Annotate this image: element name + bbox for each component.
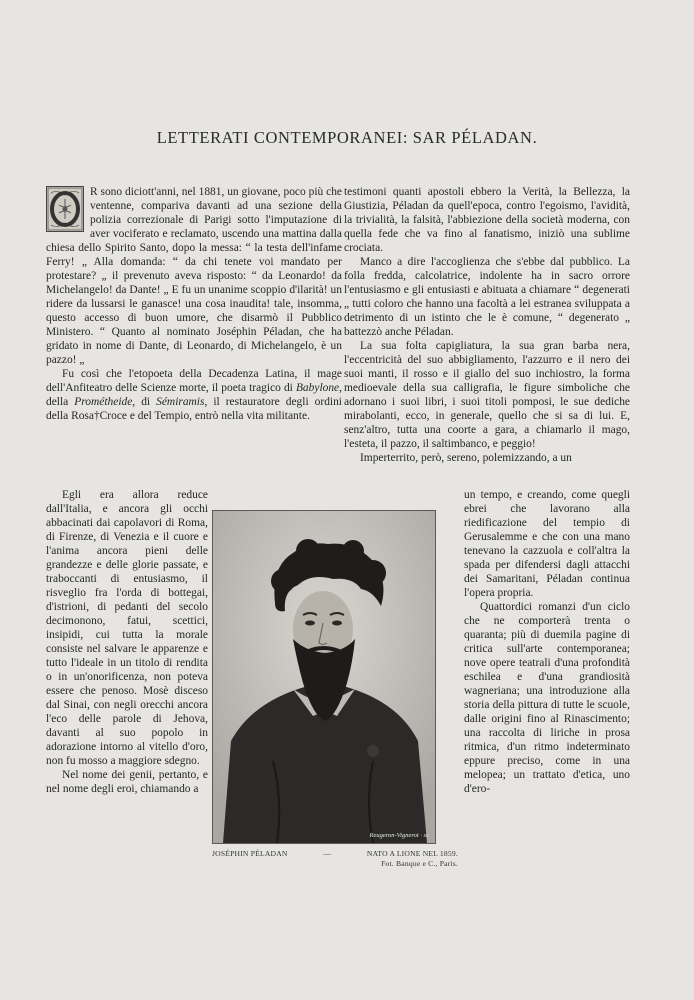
- paragraph-7: Egli era allora reduce dall'Italia, e ancora gli occhi abbacinati dai capolavori di Roma, di Firenze, di Venezia e il cuore e l'anima ancora pieni delle grandezze e delle glorie passate, e traboccanti di entusiasmo, il risveglio fra l'orda di bottegai, d'istrioni, di pedanti del secolo decimonono, fatui, scettici, insipidi, cui tutta la morale consiste nel salvare le apparenze e tutto l'ideale in un titolo di rendita o in un'onorificenza, non poteva essere che penoso. Mosè disceso dal Sinai, con negli orecchi ancora l'eco delle parole di Jehova, davanti al suo popolo in adorazione intorno al vitello d'oro, non fu mosso a maggiore sdegno.: [46, 489, 208, 767]
- column-right-top: [344, 185, 630, 465]
- photo-caption: [212, 849, 458, 868]
- column-left-top: [46, 185, 342, 423]
- engraver-signature: Reugeron-Vignerot · sc: [369, 832, 429, 839]
- paragraph-5: La sua folta capigliatura, la sua gran barba nera, l'eccentricità del suo abbigliamento, l'azzurro e il nero dei suoi manti, il rosso e il giallo del suo inchiostro, la forma medioevale della sua calligrafia, le figure simboliche che adornano i suoi libri, i suoi titoli pomposi, le sue dediche mirabolanti, ecco, in generale, quello che si sa di lui. E, senz'altro, tutta una coorte a gara, a chiamarlo il mago, l'esteta, il pazzo, il saltimbanco, e peggio!: [344, 340, 630, 450]
- svg-text:O: O: [64, 212, 66, 213]
- caption-name: JOSÉPHIN PÉLADAN: [212, 849, 288, 858]
- portrait-icon: [213, 511, 435, 843]
- paragraph-8: Nel nome dei genii, pertanto, e nel nome degli eroi, chiamando a: [46, 769, 208, 795]
- column-right-narrow: [464, 488, 630, 796]
- paragraph-6: Imperterrito, però, sereno, polemizzando, a un: [360, 452, 572, 464]
- paragraph-9: un tempo, e creando, come quegli ebrei che lavorano alla riedificazione del tempio di Gerusalemme e che con una mano tenevano la cazzuola e coll'altra la spada per difendersi dagli attacchi dei Samaritani, Péladan continua l'opera propria.: [464, 489, 630, 599]
- ornamental-initial: [46, 186, 84, 232]
- paragraph-1: R sono diciott'anni, nel 1881, un giovane, poco più che ventenne, compariva davanti ad una sezione della polizia correzionale di Parigi sotto l'imputazione di aver vociferato e reclamato, uscendo una mattina dalla chiesa dello Spirito Santo, dopo la messa: “ la testa dell'infame Ferry! „ Alla domanda: “ da chi tenete voi mandato per protestare? „ il prevenuto aveva risposto: “ da Leonardo! da Michelangelo! da Dante! „ E fu un unanime scoppio d'ilarità! un ridere da lussarsi le ganasce! una cosa inaudita! tale, insomma, questo accesso di buon umore, che disarmò il Pubblico Ministero. “ Quanto al nominato Joséphin Péladan, che ha gridato in nome di Dante, di Leonardo, di Michelangelo, è un pazzo! „: [46, 186, 342, 366]
- paragraph-10: Quattordici romanzi d'un ciclo che ne comporterà trenta o quaranta; più di duemila pagine di critica sull'arte contemporanea; nove opere teatrali d'una profondità eschilea e d'una grandiosità wagneriana; una introduzione alla storia della pittura di tutte le scuole, dalle origini fino al Rinascimento; una raccolta di liriche in prosa ritmica, d'un ritmo indeterminato eppure preciso, come in una melopea; un trattato d'etica, uno d'ero-: [464, 601, 630, 795]
- caption-born: NATO A LIONE NEL 1859.: [366, 849, 458, 858]
- portrait-photo: [212, 510, 436, 844]
- ornament-icon: [47, 187, 83, 231]
- caption-credit: Fot. Banque e C., Paris.: [381, 859, 458, 868]
- paragraph-4: Manco a dire l'accoglienza che s'ebbe dal pubblico. La folla fredda, calcolatrice, indolente ha in sacro orrore l'entusiasmo e gli entusiasti e abituata a chiamare “ degenerati „ tutti coloro che hanno una facoltà a lei estranea sviluppata a detrimento di un istinto che le è comune, “ degenerato „ battezzò anche Péladan.: [344, 256, 630, 338]
- column-left-narrow: [46, 488, 208, 796]
- paragraph-3: testimoni quanti apostoli ebbero la Verità, la Bellezza, la Giustizia, Péladan da quell'epoca, contro l'egoismo, l'avidità, la trivialità, la falsità, l'abbiezione della società moderna, con quella fede che va fino al fanatismo, iniziò una sublime crociata.: [344, 186, 630, 254]
- paragraph-2: Fu così che l'etopoeta della Decadenza Latina, il mage dell'Anfiteatro delle Scienze morte, il poeta tragico di Babylone, della Prométheide, di Sémiramis, il restauratore degli ordini della Rosa†Croce e del Tempio, entrò nella vita militante.: [46, 368, 342, 422]
- article-title: LETTERATI CONTEMPORANEI: SAR PÉLADAN.: [156, 128, 538, 147]
- caption-dash: —: [323, 849, 332, 858]
